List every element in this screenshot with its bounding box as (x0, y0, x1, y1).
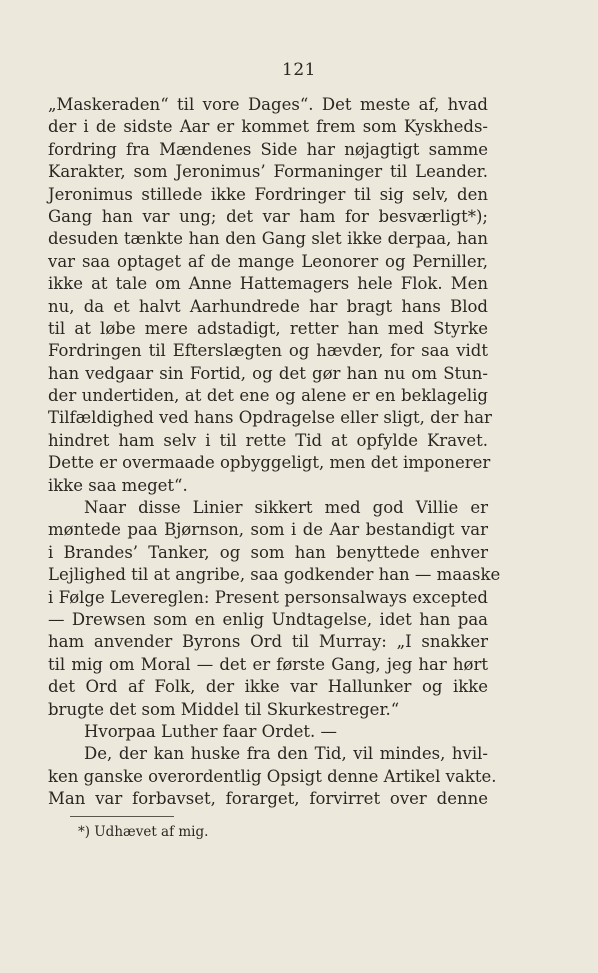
text-line: han vedgaar sin Fortid, og det gør han nu om Stun- (48, 363, 488, 383)
text-line: Gang han var ung; det var ham for besværligt*); (48, 206, 488, 226)
text-line: Man var forbavset, forarget, forvirret over denne (48, 789, 488, 809)
text-line: Naar disse Linier sikkert med god Villie er (84, 498, 488, 518)
text-line: var saa optaget af de mange Leonorer og Perniller, (48, 251, 488, 271)
page-number: 121 (282, 60, 316, 80)
text-line: i Brandes’ Tanker, og som han benyttede enhver (48, 542, 488, 562)
text-line: „Maskeraden“ til vore Dages“. Det meste af, hvad (48, 95, 488, 114)
text-line: ham anvender Byrons Ord til Murray: „I snakker (48, 632, 488, 652)
text-line: Tilfældighed ved hans Opdragelse eller sligt, der har (48, 408, 492, 428)
footnote: *) Udhævet af mig. (78, 824, 209, 840)
text-line: ikke at tale om Anne Hattemagers hele Flok. Men (48, 274, 488, 294)
text-line: desuden tænkte han den Gang slet ikke derpaa, han (48, 229, 488, 249)
text-line: nu, da et halvt Aarhundrede har bragt hans Blod (48, 296, 488, 316)
text-line: Jeronimus stillede ikke Fordringer til sig selv, den (48, 184, 488, 204)
text-line: De, der kan huske fra den Tid, vil mindes, hvil- (84, 744, 488, 764)
text-line: til at løbe mere adstadigt, retter han med Styrke (48, 318, 488, 338)
text-line: Fordringen til Efterslægten og hævder, for saa vidt (48, 341, 488, 361)
text-line: Lejlighed til at angribe, saa godkender han — maaske (48, 565, 501, 585)
text-line: brugte det som Middel til Skurkestreger.“ (48, 699, 400, 719)
text-line: Dette er overmaade opbyggeligt, men det imponerer (48, 453, 491, 473)
text-line: hindret ham selv i til rette Tid at opfylde Kravet. (48, 430, 488, 450)
text-line: ken ganske overordentlig Opsigt denne Artikel vakte. (48, 766, 497, 786)
footnote-divider (70, 816, 174, 817)
text-line: Karakter, som Jeronimus’ Formaninger til Leander. (48, 162, 488, 182)
text-line: møntede paa Bjørnson, som i de Aar bestandigt var (48, 520, 488, 540)
text-line: det Ord af Folk, der ikke var Hallunker og ikke (48, 677, 488, 697)
text-line: — Drewsen som en enlig Undtagelse, idet han paa (48, 609, 488, 629)
text-line: fordring fra Mændenes Side har nøjagtigt samme (48, 139, 488, 159)
text-line: der i de sidste Aar er kommet frem som Kyskheds- (48, 117, 488, 137)
text-line: ikke saa meget“. (48, 475, 188, 495)
text-line: der undertiden, at det ene og alene er en beklagelig (48, 386, 488, 406)
text-line: Hvorpaa Luther faar Ordet. — (84, 721, 338, 741)
text-line: til mig om Moral — det er første Gang, jeg har hørt (48, 654, 488, 674)
text-line: i Følge Levereglen: Present personsalways excepted (48, 587, 488, 607)
body-text (48, 94, 501, 811)
